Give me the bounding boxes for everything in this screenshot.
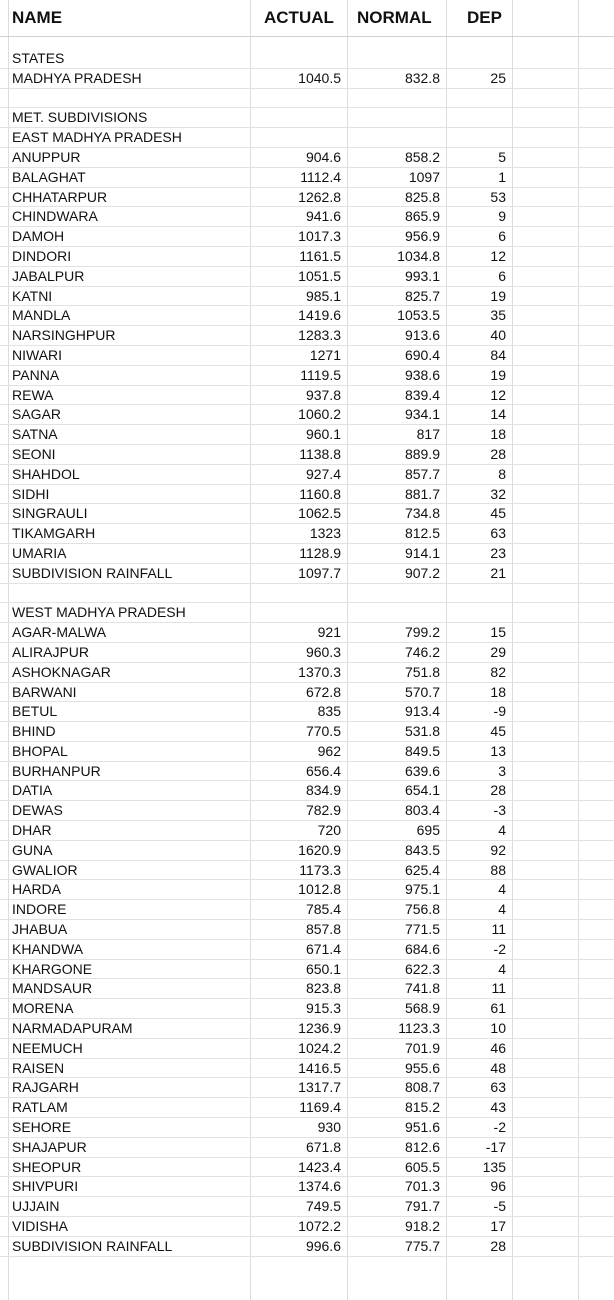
table-row[interactable] <box>0 702 614 722</box>
cell-dep[interactable]: 14 <box>490 406 506 423</box>
cell-dep[interactable]: 82 <box>490 663 506 680</box>
cell-actual[interactable]: 834.9 <box>305 782 341 799</box>
cell-name[interactable]: STATES <box>12 50 65 66</box>
table-row[interactable] <box>0 1098 614 1118</box>
cell-name[interactable]: JABALPUR <box>12 267 85 284</box>
cell-name[interactable]: BETUL <box>12 703 58 720</box>
cell-actual[interactable]: 960.1 <box>305 426 341 443</box>
section-label-row[interactable] <box>0 603 614 623</box>
cell-name[interactable]: NEEMUCH <box>12 1039 83 1056</box>
table-row[interactable] <box>0 405 614 425</box>
cell-dep[interactable]: 63 <box>490 525 506 542</box>
cell-dep[interactable]: 28 <box>490 1237 506 1254</box>
cell-dep[interactable]: 4 <box>498 822 506 839</box>
cell-name[interactable]: MANDLA <box>12 307 71 324</box>
cell-dep[interactable]: 13 <box>490 742 506 759</box>
cell-name[interactable]: KATNI <box>12 287 53 304</box>
table-row[interactable] <box>0 1197 614 1217</box>
cell-dep[interactable]: -2 <box>493 940 506 957</box>
cell-name[interactable]: MORENA <box>12 1000 74 1017</box>
cell-normal[interactable]: 625.4 <box>404 861 440 878</box>
cell-dep[interactable]: -2 <box>493 1119 506 1136</box>
table-row[interactable] <box>0 207 614 227</box>
cell-dep[interactable]: 29 <box>490 643 506 660</box>
cell-name[interactable]: SUBDIVISION RAINFALL <box>12 564 173 581</box>
header-normal[interactable]: NORMAL <box>357 8 432 27</box>
cell-name[interactable]: BHOPAL <box>12 742 68 759</box>
table-row[interactable] <box>0 188 614 208</box>
cell-actual[interactable]: 1236.9 <box>298 1020 341 1037</box>
cell-name[interactable]: HARDA <box>12 881 62 898</box>
cell-dep[interactable]: 12 <box>490 386 506 403</box>
cell-actual[interactable]: 1317.7 <box>298 1079 341 1096</box>
cell-normal[interactable]: 791.7 <box>404 1198 440 1215</box>
cell-actual[interactable]: 1097.7 <box>298 564 341 581</box>
cell-actual[interactable]: 823.8 <box>305 980 341 997</box>
header-actual[interactable]: ACTUAL <box>264 8 334 27</box>
cell-actual[interactable]: 1040.5 <box>298 69 341 86</box>
cell-normal[interactable]: 934.1 <box>404 406 440 423</box>
cell-actual[interactable]: 1138.8 <box>299 445 341 462</box>
cell-normal[interactable]: 812.5 <box>404 525 440 542</box>
table-row[interactable] <box>0 1078 614 1098</box>
cell-name[interactable]: NIWARI <box>12 346 63 363</box>
table-row[interactable] <box>0 781 614 801</box>
cell-dep[interactable]: 15 <box>490 624 506 641</box>
cell-normal[interactable]: 858.2 <box>404 148 440 165</box>
cell-normal[interactable]: 771.5 <box>404 921 440 938</box>
cell-dep[interactable]: -3 <box>493 802 506 819</box>
cell-name[interactable]: CHHATARPUR <box>12 188 108 205</box>
table-row[interactable] <box>0 821 614 841</box>
cell-normal[interactable]: 751.8 <box>404 663 440 680</box>
cell-name[interactable]: DEWAS <box>12 802 63 819</box>
cell-normal[interactable]: 832.8 <box>404 69 440 86</box>
cell-name[interactable]: VIDISHA <box>12 1218 69 1235</box>
cell-dep[interactable]: 19 <box>490 287 506 304</box>
cell-name[interactable]: SATNA <box>12 426 58 443</box>
cell-dep[interactable]: 35 <box>490 307 506 324</box>
table-row[interactable] <box>0 1138 614 1158</box>
cell-name[interactable]: ALIRAJPUR <box>12 643 90 660</box>
cell-dep[interactable]: 4 <box>498 960 506 977</box>
cell-normal[interactable]: 849.5 <box>404 742 440 759</box>
cell-name[interactable]: ASHOKNAGAR <box>12 663 111 680</box>
cell-name[interactable]: AGAR-MALWA <box>12 624 107 641</box>
cell-dep[interactable]: 32 <box>490 485 506 502</box>
cell-normal[interactable]: 817 <box>416 426 440 443</box>
cell-normal[interactable]: 1123.3 <box>398 1020 440 1037</box>
cell-name[interactable]: BARWANI <box>12 683 77 700</box>
cell-dep[interactable]: 63 <box>490 1079 506 1096</box>
cell-name[interactable]: UMARIA <box>12 544 67 561</box>
cell-dep[interactable]: 84 <box>490 346 506 363</box>
cell-dep[interactable]: 6 <box>498 228 506 245</box>
cell-name[interactable]: JHABUA <box>12 921 68 938</box>
cell-actual[interactable]: 921 <box>317 624 341 641</box>
cell-name[interactable]: REWA <box>12 386 54 403</box>
cell-dep[interactable]: 45 <box>490 505 506 522</box>
cell-dep[interactable]: 11 <box>491 921 506 938</box>
cell-dep[interactable]: 4 <box>498 881 506 898</box>
cell-actual[interactable]: 1419.6 <box>298 307 341 324</box>
cell-dep[interactable]: 43 <box>490 1099 506 1116</box>
cell-normal[interactable]: 775.7 <box>404 1237 440 1254</box>
cell-dep[interactable]: 10 <box>490 1020 506 1037</box>
cell-normal[interactable]: 956.9 <box>404 228 440 245</box>
cell-dep[interactable]: 1 <box>498 168 506 185</box>
cell-actual[interactable]: 1060.2 <box>298 406 341 423</box>
table-row[interactable] <box>0 425 614 445</box>
cell-normal[interactable]: 857.7 <box>404 465 440 482</box>
cell-normal[interactable]: 568.9 <box>404 1000 440 1017</box>
cell-name[interactable]: MET. SUBDIVISIONS <box>12 109 148 126</box>
cell-name[interactable]: RAISEN <box>12 1059 65 1076</box>
cell-name[interactable]: SINGRAULI <box>12 505 88 522</box>
cell-actual[interactable]: 962 <box>317 742 341 759</box>
cell-dep[interactable]: 17 <box>490 1218 506 1235</box>
section-label-row[interactable] <box>0 108 614 128</box>
table-row[interactable] <box>0 1217 614 1237</box>
cell-actual[interactable]: 656.4 <box>305 762 341 779</box>
cell-normal[interactable]: 865.9 <box>404 208 440 225</box>
cell-actual[interactable]: 1173.3 <box>299 861 341 878</box>
cell-actual[interactable]: 927.4 <box>305 465 341 482</box>
cell-actual[interactable]: 857.8 <box>305 921 341 938</box>
table-row[interactable] <box>0 762 614 782</box>
cell-actual[interactable]: 930 <box>317 1119 341 1136</box>
cell-normal[interactable]: 684.6 <box>404 940 440 957</box>
cell-actual[interactable]: 941.6 <box>305 208 341 225</box>
cell-normal[interactable]: 955.6 <box>404 1059 440 1076</box>
table-row[interactable] <box>0 326 614 346</box>
cell-actual[interactable]: 1161.5 <box>299 247 341 264</box>
table-row[interactable] <box>0 1039 614 1059</box>
cell-dep[interactable]: -9 <box>493 703 506 720</box>
blank-row[interactable] <box>0 584 614 604</box>
cell-dep[interactable]: 11 <box>491 980 506 997</box>
cell-name[interactable]: CHINDWARA <box>12 208 98 225</box>
table-row[interactable] <box>0 1059 614 1079</box>
cell-name[interactable]: BURHANPUR <box>12 762 101 779</box>
cell-actual[interactable]: 1072.2 <box>298 1218 341 1235</box>
table-row[interactable] <box>0 999 614 1019</box>
cell-actual[interactable]: 915.3 <box>305 1000 341 1017</box>
table-row[interactable] <box>0 465 614 485</box>
cell-actual[interactable]: 1169.4 <box>299 1099 341 1116</box>
cell-actual[interactable]: 1012.8 <box>298 881 341 898</box>
cell-name[interactable]: GUNA <box>12 841 53 858</box>
cell-dep[interactable]: 135 <box>482 1158 506 1175</box>
cell-actual[interactable]: 1160.8 <box>299 485 341 502</box>
cell-dep[interactable]: 6 <box>498 267 506 284</box>
cell-actual[interactable]: 904.6 <box>305 148 341 165</box>
cell-name[interactable]: DAMOH <box>12 228 65 245</box>
cell-actual[interactable]: 1017.3 <box>298 228 341 245</box>
cell-normal[interactable]: 622.3 <box>404 960 440 977</box>
table-row[interactable] <box>0 1237 614 1257</box>
cell-normal[interactable]: 701.9 <box>404 1039 440 1056</box>
cell-name[interactable]: TIKAMGARH <box>12 525 96 542</box>
cell-actual[interactable]: 1262.8 <box>298 188 341 205</box>
cell-name[interactable]: SAGAR <box>12 406 62 423</box>
cell-actual[interactable]: 1370.3 <box>298 663 341 680</box>
cell-normal[interactable]: 690.4 <box>404 346 440 363</box>
cell-name[interactable]: GWALIOR <box>12 861 78 878</box>
cell-name[interactable]: DHAR <box>12 822 52 839</box>
cell-dep[interactable]: 5 <box>498 148 506 165</box>
cell-actual[interactable]: 937.8 <box>305 386 341 403</box>
cell-name[interactable]: WEST MADHYA PRADESH <box>12 604 186 621</box>
cell-actual[interactable]: 1112.4 <box>300 168 341 185</box>
cell-normal[interactable]: 1097 <box>408 168 440 185</box>
cell-normal[interactable]: 815.2 <box>404 1099 440 1116</box>
cell-normal[interactable]: 808.7 <box>404 1079 440 1096</box>
cell-actual[interactable]: 1374.6 <box>298 1178 341 1195</box>
table-row[interactable] <box>0 287 614 307</box>
header-dep[interactable]: DEP <box>467 8 502 27</box>
cell-normal[interactable]: 695 <box>416 822 440 839</box>
cell-name[interactable]: SHAHDOL <box>12 465 80 482</box>
table-row[interactable] <box>0 346 614 366</box>
cell-normal[interactable]: 825.8 <box>404 188 440 205</box>
cell-dep[interactable]: 88 <box>490 861 506 878</box>
cell-actual[interactable]: 671.8 <box>305 1138 341 1155</box>
cell-name[interactable]: RAJGARH <box>12 1079 79 1096</box>
table-row[interactable] <box>0 643 614 663</box>
cell-dep[interactable]: 21 <box>490 564 506 581</box>
cell-actual[interactable]: 1620.9 <box>298 841 341 858</box>
cell-name[interactable]: SUBDIVISION RAINFALL <box>12 1237 173 1254</box>
table-row[interactable] <box>0 663 614 683</box>
cell-dep[interactable]: 28 <box>490 782 506 799</box>
cell-normal[interactable]: 881.7 <box>404 485 440 502</box>
cell-actual[interactable]: 1062.5 <box>298 505 341 522</box>
cell-dep[interactable]: 28 <box>490 445 506 462</box>
cell-normal[interactable]: 889.9 <box>404 445 440 462</box>
table-row[interactable] <box>0 861 614 881</box>
table-row[interactable] <box>0 485 614 505</box>
cell-name[interactable]: SHAJAPUR <box>12 1138 87 1155</box>
cell-actual[interactable]: 785.4 <box>305 901 341 918</box>
table-row[interactable] <box>0 445 614 465</box>
cell-normal[interactable]: 605.5 <box>404 1158 440 1175</box>
cell-name[interactable]: SEHORE <box>12 1119 72 1136</box>
cell-normal[interactable]: 701.3 <box>404 1178 440 1195</box>
cell-name[interactable]: MADHYA PRADESH <box>12 69 142 86</box>
cell-normal[interactable]: 570.7 <box>404 683 440 700</box>
cell-normal[interactable]: 993.1 <box>404 267 440 284</box>
cell-normal[interactable]: 1034.8 <box>397 247 440 264</box>
cell-actual[interactable]: 996.6 <box>305 1237 341 1254</box>
cell-normal[interactable]: 746.2 <box>404 643 440 660</box>
cell-name[interactable]: ANUPPUR <box>12 148 81 165</box>
table-row[interactable] <box>0 1177 614 1197</box>
cell-name[interactable]: SHIVPURI <box>12 1178 79 1195</box>
cell-dep[interactable]: 3 <box>498 762 506 779</box>
cell-normal[interactable]: 913.4 <box>404 703 440 720</box>
table-row[interactable] <box>0 69 614 89</box>
table-row[interactable] <box>0 960 614 980</box>
cell-normal[interactable]: 907.2 <box>404 564 440 581</box>
cell-normal[interactable]: 756.8 <box>404 901 440 918</box>
cell-name[interactable]: KHANDWA <box>12 940 84 957</box>
table-row[interactable] <box>0 524 614 544</box>
cell-name[interactable]: DINDORI <box>12 247 72 264</box>
cell-dep[interactable]: 18 <box>490 683 506 700</box>
header-name[interactable]: NAME <box>12 8 63 27</box>
cell-normal[interactable]: 918.2 <box>404 1218 440 1235</box>
cell-actual[interactable]: 1051.5 <box>298 267 341 284</box>
cell-dep[interactable]: 19 <box>490 366 506 383</box>
cell-dep[interactable]: -5 <box>493 1198 506 1215</box>
table-row[interactable] <box>0 386 614 406</box>
cell-dep[interactable]: 40 <box>490 327 506 344</box>
cell-name[interactable]: DATIA <box>12 782 53 799</box>
table-row[interactable] <box>0 1158 614 1178</box>
cell-dep[interactable]: 46 <box>490 1039 506 1056</box>
cell-normal[interactable]: 1053.5 <box>397 307 440 324</box>
cell-name[interactable]: INDORE <box>12 901 67 918</box>
cell-actual[interactable]: 770.5 <box>305 723 341 740</box>
cell-actual[interactable]: 1271 <box>309 346 341 363</box>
table-row[interactable] <box>0 267 614 287</box>
blank-row[interactable] <box>0 89 614 109</box>
cell-dep[interactable]: 8 <box>498 465 506 482</box>
cell-actual[interactable]: 1423.4 <box>298 1158 341 1175</box>
table-body <box>0 49 614 1257</box>
cell-name[interactable]: SEONI <box>12 445 56 462</box>
cell-name[interactable]: PANNA <box>12 366 60 383</box>
cell-normal[interactable]: 975.1 <box>404 881 440 898</box>
cell-dep[interactable]: 18 <box>490 426 506 443</box>
cell-name[interactable]: BALAGHAT <box>12 168 86 185</box>
table-row[interactable] <box>0 227 614 247</box>
cell-name[interactable]: KHARGONE <box>12 960 93 977</box>
table-row[interactable] <box>0 920 614 940</box>
cell-actual[interactable]: 835 <box>317 703 341 720</box>
table-row[interactable] <box>0 1118 614 1138</box>
table-row[interactable] <box>0 683 614 703</box>
cell-normal[interactable]: 654.1 <box>404 782 440 799</box>
cell-actual[interactable]: 1128.9 <box>299 544 341 561</box>
cell-name[interactable]: NARMADAPURAM <box>12 1020 133 1037</box>
cell-normal[interactable]: 843.5 <box>404 841 440 858</box>
cell-normal[interactable]: 799.2 <box>404 624 440 641</box>
cell-normal[interactable]: 803.4 <box>404 802 440 819</box>
cell-normal[interactable]: 531.8 <box>404 723 440 740</box>
table-row[interactable] <box>0 564 614 584</box>
table-row[interactable] <box>0 742 614 762</box>
cell-actual[interactable]: 672.8 <box>305 683 341 700</box>
cell-name[interactable]: SHEOPUR <box>12 1158 82 1175</box>
section-label-row[interactable] <box>0 49 614 69</box>
cell-dep[interactable]: 92 <box>490 841 506 858</box>
cell-normal[interactable]: 741.8 <box>404 980 440 997</box>
cell-dep[interactable]: 48 <box>490 1059 506 1076</box>
table-row[interactable] <box>0 306 614 326</box>
cell-normal[interactable]: 825.7 <box>404 287 440 304</box>
table-row[interactable] <box>0 979 614 999</box>
table-row[interactable] <box>0 623 614 643</box>
cell-dep[interactable]: 53 <box>490 188 506 205</box>
cell-dep[interactable]: 96 <box>490 1178 506 1195</box>
cell-normal[interactable]: 639.6 <box>404 762 440 779</box>
table-row[interactable] <box>0 148 614 168</box>
cell-name[interactable]: EAST MADHYA PRADESH <box>12 129 182 146</box>
table-row[interactable] <box>0 722 614 742</box>
header-row <box>0 0 614 37</box>
cell-actual[interactable]: 960.3 <box>305 643 341 660</box>
cell-actual[interactable]: 720 <box>317 822 341 839</box>
table-row[interactable] <box>0 880 614 900</box>
cell-dep[interactable]: 45 <box>490 723 506 740</box>
cell-actual[interactable]: 749.5 <box>305 1198 341 1215</box>
cell-actual[interactable]: 1416.5 <box>298 1059 341 1076</box>
cell-normal[interactable]: 951.6 <box>404 1119 440 1136</box>
cell-normal[interactable]: 914.1 <box>404 544 440 561</box>
table-row[interactable] <box>0 841 614 861</box>
cell-name[interactable]: SIDHI <box>12 485 50 502</box>
cell-actual[interactable]: 1119.5 <box>300 366 341 383</box>
cell-normal[interactable]: 812.6 <box>404 1138 440 1155</box>
cell-normal[interactable]: 938.6 <box>404 366 440 383</box>
cell-name[interactable]: UJJAIN <box>12 1198 60 1215</box>
cell-actual[interactable]: 985.1 <box>305 287 341 304</box>
table-row[interactable] <box>0 247 614 267</box>
cell-actual[interactable]: 782.9 <box>305 802 341 819</box>
table-row[interactable] <box>0 1019 614 1039</box>
table-row[interactable] <box>0 900 614 920</box>
table-row[interactable] <box>0 940 614 960</box>
cell-dep[interactable]: 9 <box>498 208 506 225</box>
table-row[interactable] <box>0 504 614 524</box>
cell-dep[interactable]: 25 <box>490 69 506 86</box>
section-label-row[interactable] <box>0 128 614 148</box>
cell-name[interactable]: BHIND <box>12 723 56 740</box>
cell-dep[interactable]: -17 <box>485 1138 506 1155</box>
cell-name[interactable]: NARSINGHPUR <box>12 327 116 344</box>
cell-actual[interactable]: 1024.2 <box>298 1039 341 1056</box>
cell-dep[interactable]: 23 <box>490 544 506 561</box>
table-row[interactable] <box>0 544 614 564</box>
cell-name[interactable]: MANDSAUR <box>12 980 93 997</box>
cell-normal[interactable]: 839.4 <box>404 386 440 403</box>
cell-actual[interactable]: 650.1 <box>305 960 341 977</box>
cell-normal[interactable]: 734.8 <box>404 505 440 522</box>
table-row[interactable] <box>0 801 614 821</box>
cell-dep[interactable]: 12 <box>490 247 506 264</box>
cell-actual[interactable]: 1323 <box>309 525 341 542</box>
cell-normal[interactable]: 913.6 <box>404 327 440 344</box>
cell-name[interactable]: RATLAM <box>12 1099 68 1116</box>
cell-actual[interactable]: 671.4 <box>305 940 341 957</box>
table-row[interactable] <box>0 366 614 386</box>
cell-dep[interactable]: 61 <box>490 1000 506 1017</box>
table-row[interactable] <box>0 168 614 188</box>
cell-dep[interactable]: 4 <box>498 901 506 918</box>
cell-actual[interactable]: 1283.3 <box>298 327 341 344</box>
